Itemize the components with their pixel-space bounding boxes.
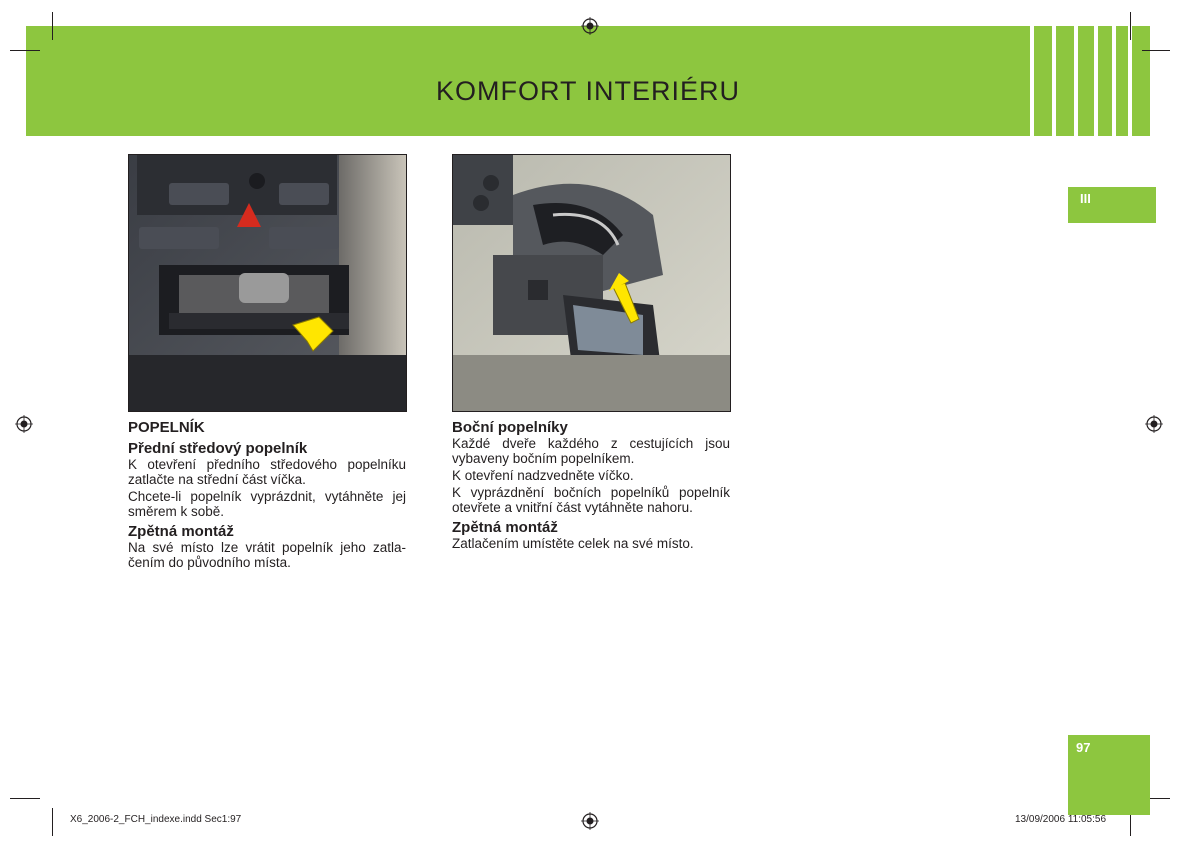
header-stripe <box>1052 26 1056 136</box>
registration-mark-icon <box>15 415 33 433</box>
front-ashtray-photo <box>128 154 407 412</box>
header-stripe <box>1030 26 1034 136</box>
registration-mark-icon <box>581 17 599 35</box>
section-heading: POPELNÍK <box>128 419 205 436</box>
left-text-column <box>128 419 406 572</box>
paragraph: K vyprázdnění bočních popelníků popelník otevřete a vnitřní část vytáhněte nahoru. <box>452 485 730 515</box>
right-text-column <box>452 419 730 553</box>
header-stripe <box>1128 26 1132 136</box>
header-band <box>26 26 1150 136</box>
crop-mark <box>10 798 40 799</box>
chapter-tab <box>1068 187 1156 223</box>
paragraph: Každé dveře každého z cestujících jsou vybaveny bočním popelníkem. <box>452 436 730 466</box>
section-heading: Boční popelníky <box>452 419 568 436</box>
crop-mark <box>10 50 40 51</box>
paragraph: K otevření nadzvedněte víčko. <box>452 468 634 483</box>
crop-mark <box>1130 12 1131 40</box>
crop-mark <box>1142 50 1170 51</box>
page-title: KOMFORT INTERIÉRU <box>435 76 741 106</box>
crop-mark <box>52 12 53 40</box>
subheading: Přední středový popelník <box>128 440 308 457</box>
paragraph: Chcete-li popelník vyprázdnit, vytáhněte jej směrem k sobě. <box>128 489 406 519</box>
footer-date: 13/09/2006 11:05:56 <box>1015 814 1107 825</box>
chapter-number: III <box>1080 191 1091 206</box>
paragraph: Zatlačením umístěte celek na své místo. <box>452 536 694 551</box>
paragraph: Na své místo lze vrátit popelník jeho zatla-čením do původního místa. <box>128 540 406 570</box>
header-stripe <box>1074 26 1078 136</box>
page-number-tab <box>1068 735 1150 815</box>
subheading: Zpětná montáž <box>128 523 234 540</box>
header-stripe <box>1112 26 1116 136</box>
paragraph: K otevření předního středového popelníku zatlačte na střední část víčka. <box>128 457 406 487</box>
subheading: Zpětná montáž <box>452 519 558 536</box>
header-stripe <box>1094 26 1098 136</box>
registration-mark-icon <box>581 812 599 830</box>
page-number: 97 <box>1076 740 1091 755</box>
side-ashtray-photo <box>452 154 731 412</box>
footer-file: X6_2006-2_FCH_indexe.indd Sec1:97 <box>70 814 242 825</box>
registration-mark-icon <box>1145 415 1163 433</box>
crop-mark <box>52 808 53 836</box>
